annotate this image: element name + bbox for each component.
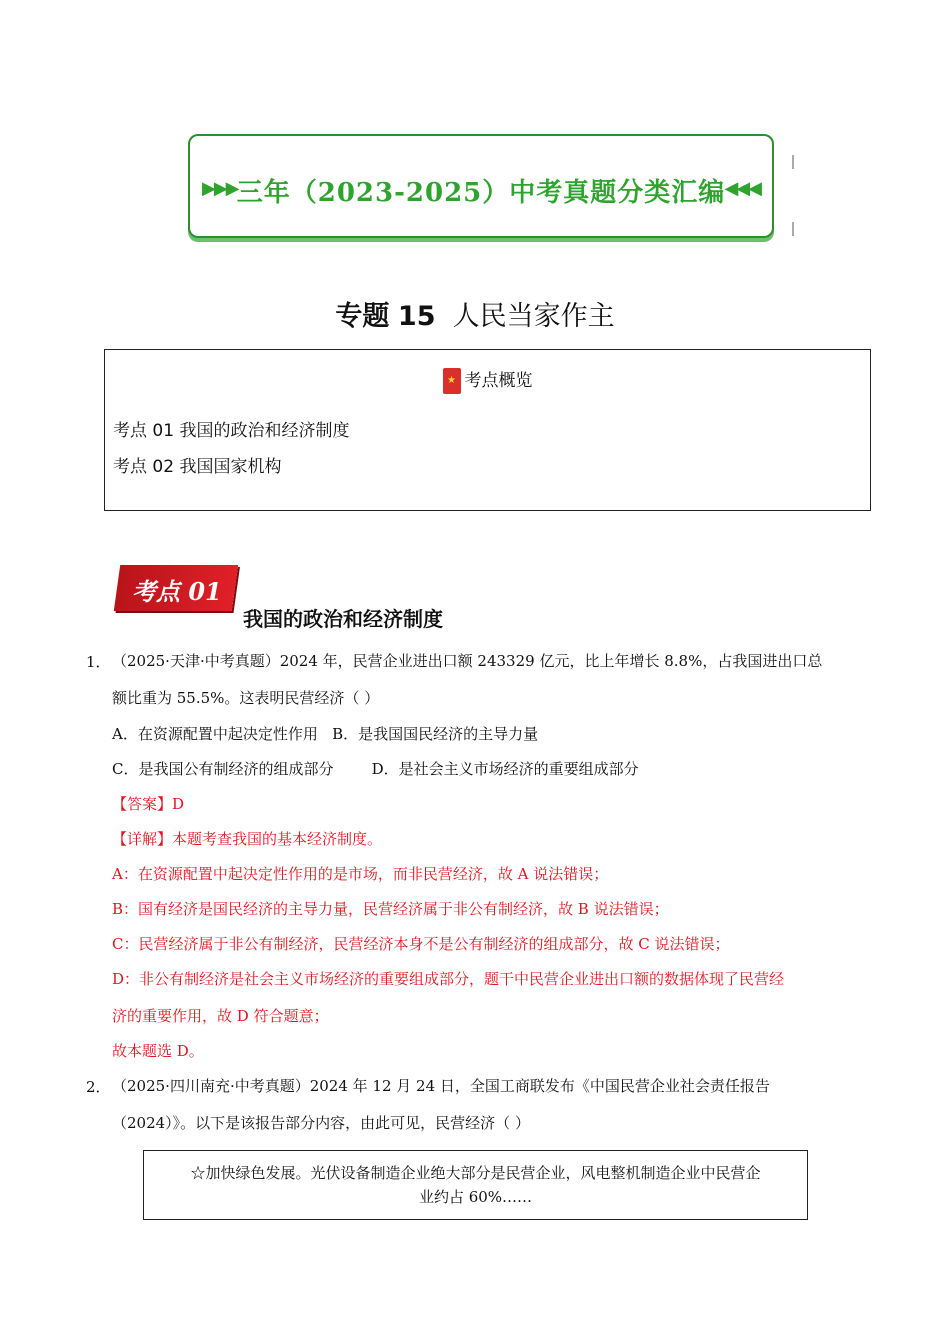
option-d: D．是社会主义市场经济的重要组成部分: [371, 760, 639, 778]
explanation-d: D：非公有制经济是社会主义市场经济的重要组成部分，题干中民营企业进出口额的数据体现了民营经: [112, 970, 785, 988]
explanation-d: 济的重要作用，故 D 符合题意；: [112, 1007, 329, 1025]
topic-name: 人民当家作主: [452, 301, 615, 332]
option-a: A．在资源配置中起决定性作用: [112, 725, 318, 743]
overview-heading-label: 考点概览: [464, 371, 533, 391]
left-arrows-icon: ▶▶▶: [202, 178, 238, 199]
quote-line: 业约占 60%……: [418, 1188, 533, 1206]
edge-mark: [792, 222, 794, 236]
overview-heading: [105, 366, 870, 394]
options-row: [112, 759, 872, 779]
question-number: 2．: [86, 1078, 111, 1096]
detail: 【详解】本题考查我国的基本经济制度。: [112, 830, 383, 848]
overview-item: 考点 02 我国国家机构: [113, 457, 282, 477]
series-banner: [188, 134, 774, 238]
topic-title: [0, 294, 950, 333]
question-stem: 额比重为 55.5%。这表明民营经济（ ）: [112, 689, 380, 707]
quote-box: [143, 1150, 808, 1220]
topic-prefix: 专题: [335, 301, 390, 332]
right-arrows-icon: ◀◀◀: [724, 178, 760, 199]
question-stem: （2025·天津·中考真题）2024 年，民营企业进出口额 243329 亿元，比上年增长 8.8%，占我国进出口总: [112, 652, 823, 670]
book-icon: ★: [443, 368, 461, 394]
option-c: C．是我国公有制经济的组成部分: [112, 760, 334, 778]
explanation-c: C：民营经济属于非公有制经济，民营经济本身不是公有制经济的组成部分，故 C 说法错误；: [112, 935, 730, 953]
section-title: 我国的政治和经济制度: [243, 607, 443, 631]
overview-box: [104, 349, 871, 511]
question-number: 1．: [86, 653, 111, 671]
overview-item: 考点 01 我国的政治和经济制度: [113, 421, 350, 441]
series-title: 三年（2023-2025）中考真题分类汇编: [236, 178, 726, 208]
edge-mark: [792, 155, 794, 169]
option-b: B．是我国国民经济的主导力量: [332, 725, 539, 743]
options-row: [112, 724, 872, 744]
answer: 【答案】D: [112, 795, 185, 813]
kaodian-tag-label: 考点 01: [132, 577, 222, 606]
conclusion: 故本题选 D。: [112, 1042, 204, 1060]
topic-number: 15: [397, 301, 436, 332]
explanation-b: B：国有经济是国民经济的主导力量，民营经济属于非公有制经济，故 B 说法错误；: [112, 900, 669, 918]
quote-line: ☆加快绿色发展。光伏设备制造企业绝大部分是民营企业，风电整机制造企业中民营企: [190, 1164, 761, 1182]
question-stem: （2025·四川南充·中考真题）2024 年 12 月 24 日，全国工商联发布《中国民营企业社会责任报告: [112, 1077, 770, 1095]
question-stem: （2024）》。以下是该报告部分内容，由此可见，民营经济（ ）: [112, 1114, 530, 1132]
explanation-a: A：在资源配置中起决定性作用的是市场，而非民营经济，故 A 说法错误；: [112, 865, 609, 883]
